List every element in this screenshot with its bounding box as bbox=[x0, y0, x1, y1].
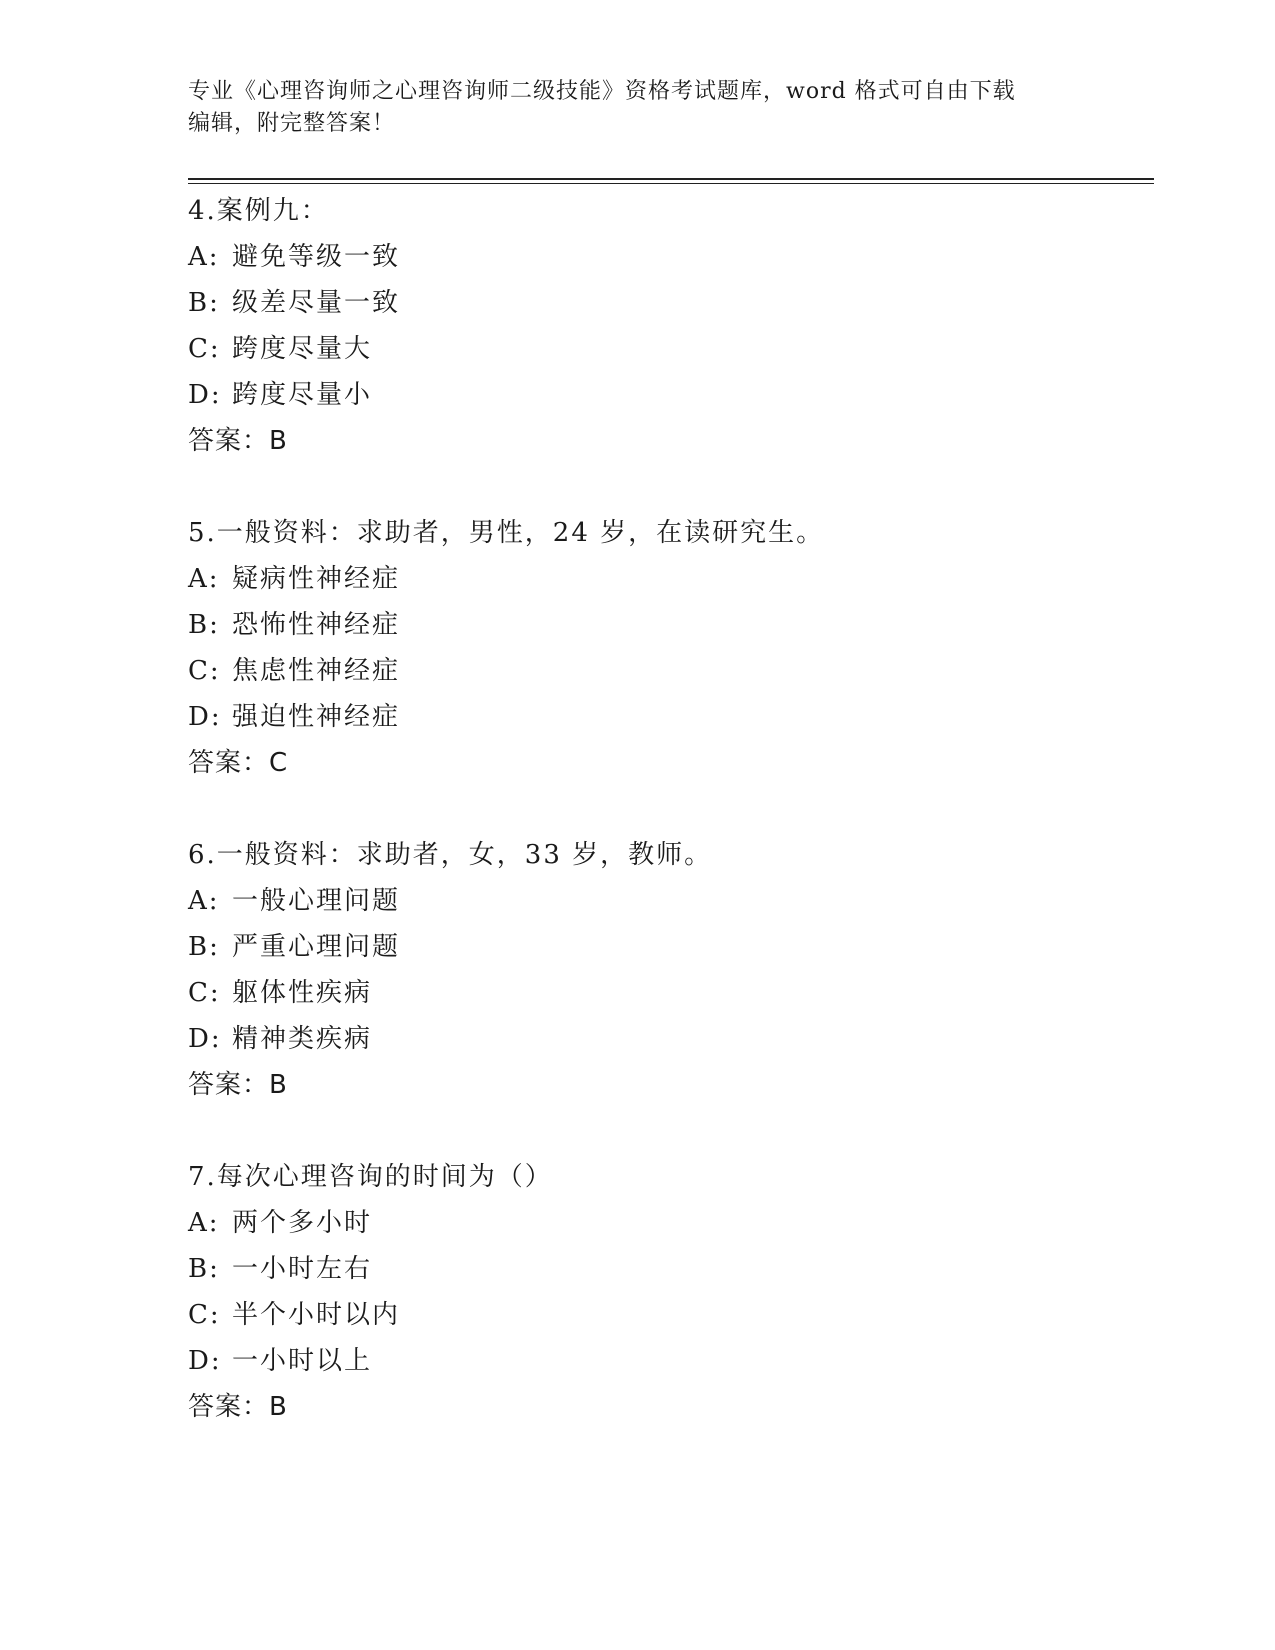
option-c bbox=[188, 326, 1148, 372]
answer: 答案：B bbox=[188, 1392, 288, 1422]
option-key: C: bbox=[188, 1300, 221, 1330]
question-stem: 6.一般资料：求助者，女，33 岁，教师。 bbox=[188, 840, 713, 870]
option-b bbox=[188, 924, 1148, 970]
option-text: 焦虑性神经症 bbox=[232, 656, 401, 686]
option-c bbox=[188, 970, 1148, 1016]
header-line-1: 专业《心理咨询师之心理咨询师二级技能》资格考试题库，word 格式可自由下载 bbox=[188, 79, 1016, 104]
option-text: 避免等级一致 bbox=[232, 242, 401, 272]
header-divider bbox=[188, 178, 1154, 180]
option-key: D: bbox=[188, 702, 222, 732]
option-key: C: bbox=[188, 656, 221, 686]
option-d bbox=[188, 372, 1148, 418]
option-key: B: bbox=[188, 1254, 220, 1284]
option-a bbox=[188, 234, 1148, 280]
option-a bbox=[188, 878, 1148, 924]
option-key: C: bbox=[188, 978, 221, 1008]
option-key: D: bbox=[188, 1024, 222, 1054]
option-text: 跨度尽量小 bbox=[232, 380, 373, 410]
option-c bbox=[188, 1292, 1148, 1338]
option-key: A: bbox=[188, 886, 220, 916]
option-key: C: bbox=[188, 334, 221, 364]
option-text: 两个多小时 bbox=[232, 1208, 373, 1238]
answer: 答案：B bbox=[188, 426, 288, 456]
header-divider-thin bbox=[188, 183, 1154, 184]
question-6 bbox=[188, 832, 1148, 1108]
option-text: 跨度尽量大 bbox=[232, 334, 373, 364]
question-stem: 7.每次心理咨询的时间为（） bbox=[188, 1162, 553, 1192]
option-text: 一般心理问题 bbox=[232, 886, 401, 916]
option-key: A: bbox=[188, 1208, 220, 1238]
option-text: 恐怖性神经症 bbox=[232, 610, 401, 640]
option-text: 一小时以上 bbox=[232, 1346, 373, 1376]
option-c bbox=[188, 648, 1148, 694]
answer: 答案：C bbox=[188, 748, 289, 778]
option-text: 一小时左右 bbox=[232, 1254, 373, 1284]
question-stem: 5.一般资料：求助者，男性，24 岁，在读研究生。 bbox=[188, 518, 825, 548]
option-a bbox=[188, 1200, 1148, 1246]
option-key: D: bbox=[188, 1346, 222, 1376]
option-text: 强迫性神经症 bbox=[232, 702, 401, 732]
option-text: 精神类疾病 bbox=[232, 1024, 373, 1054]
answer: 答案：B bbox=[188, 1070, 288, 1100]
option-a bbox=[188, 556, 1148, 602]
question-7 bbox=[188, 1154, 1148, 1430]
option-d bbox=[188, 1338, 1148, 1384]
option-b bbox=[188, 1246, 1148, 1292]
option-text: 疑病性神经症 bbox=[232, 564, 401, 594]
option-key: A: bbox=[188, 564, 220, 594]
option-text: 严重心理问题 bbox=[232, 932, 401, 962]
question-stem: 4.案例九： bbox=[188, 196, 329, 226]
option-text: 躯体性疾病 bbox=[232, 978, 373, 1008]
option-key: B: bbox=[188, 610, 220, 640]
option-d bbox=[188, 694, 1148, 740]
question-list bbox=[188, 188, 1148, 1476]
option-key: A: bbox=[188, 242, 220, 272]
option-key: B: bbox=[188, 932, 220, 962]
header-line-2: 编辑，附完整答案！ bbox=[188, 111, 396, 136]
question-4 bbox=[188, 188, 1148, 464]
option-text: 级差尽量一致 bbox=[232, 288, 401, 318]
option-key: D: bbox=[188, 380, 222, 410]
option-b bbox=[188, 280, 1148, 326]
option-key: B: bbox=[188, 288, 220, 318]
option-b bbox=[188, 602, 1148, 648]
question-5 bbox=[188, 510, 1148, 786]
option-d bbox=[188, 1016, 1148, 1062]
document-header bbox=[188, 76, 1088, 140]
option-text: 半个小时以内 bbox=[232, 1300, 401, 1330]
